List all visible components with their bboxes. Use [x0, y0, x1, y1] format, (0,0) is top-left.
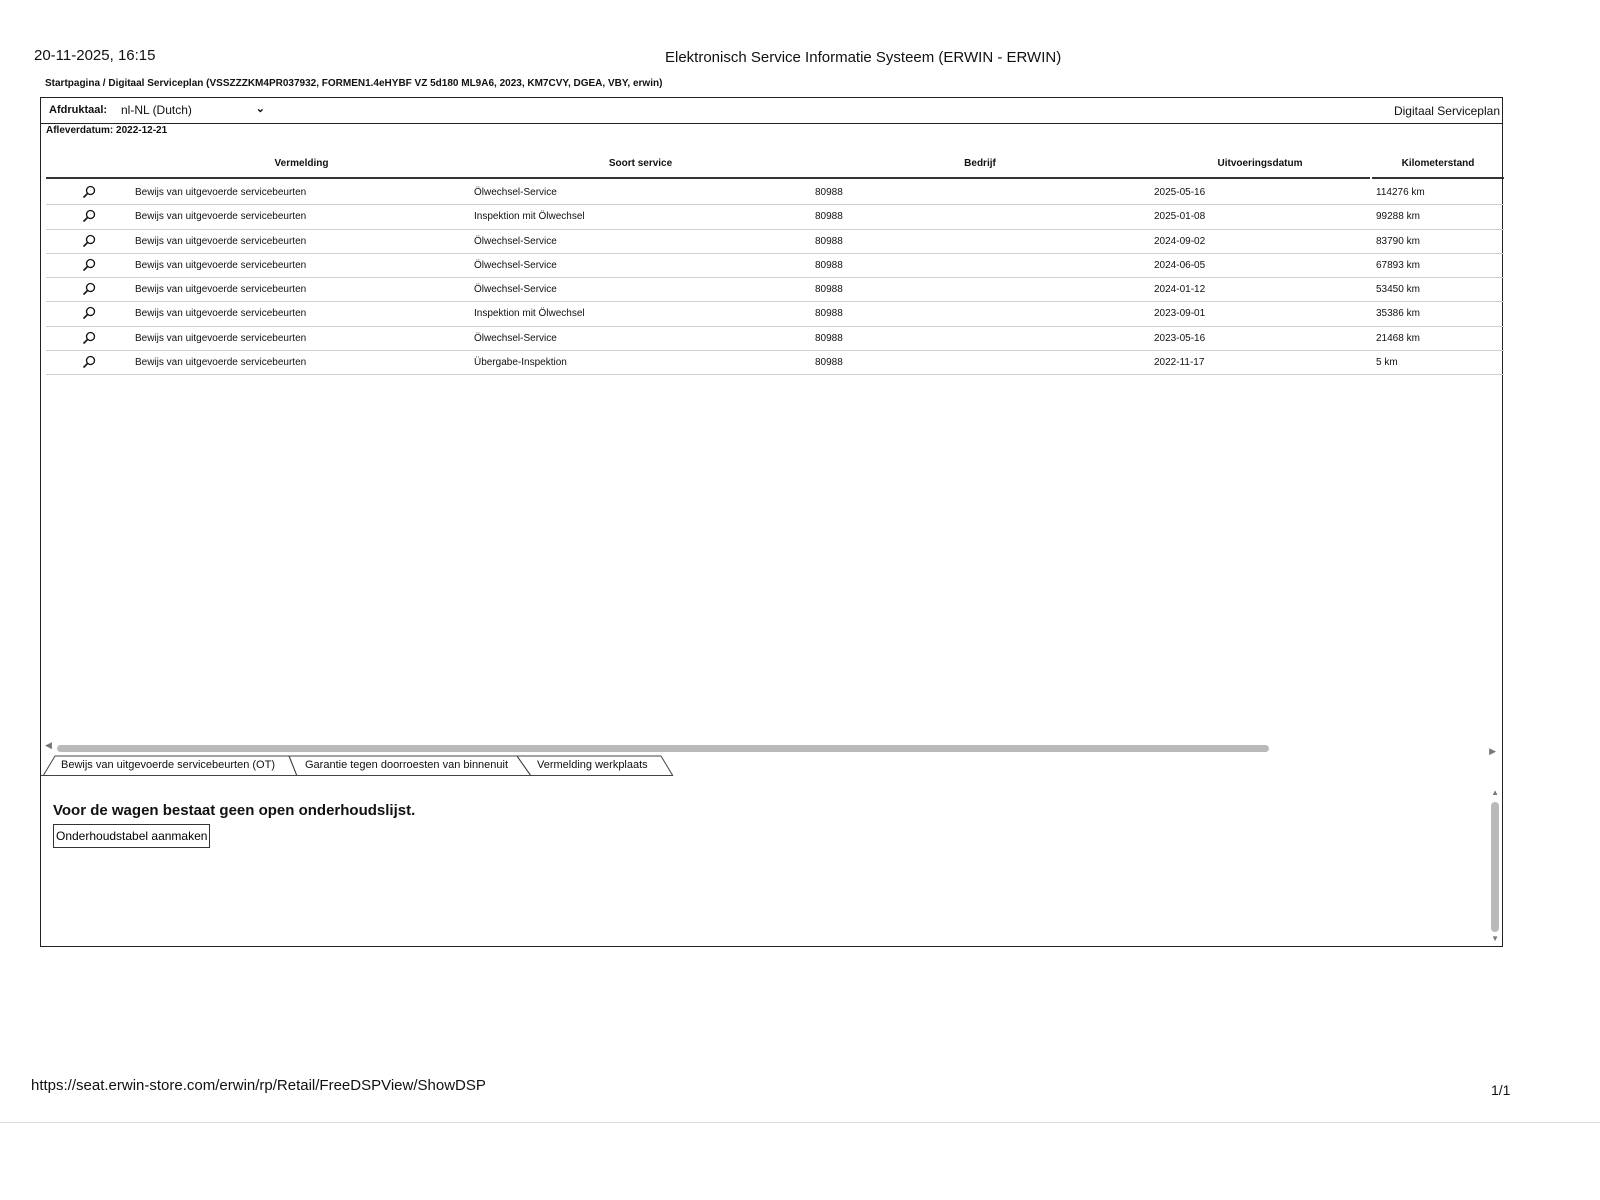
cell-bedrijf: 80988 [815, 259, 843, 271]
cell-soort-service: Inspektion mit Ölwechsel [474, 308, 585, 320]
cell-vermelding: Bewijs van uitgevoerde servicebeurten [135, 259, 307, 271]
cell-bedrijf: 80988 [815, 357, 843, 369]
table-header [46, 148, 1504, 181]
cell-soort-service: Ölwechsel-Service [474, 235, 557, 247]
scroll-left-icon[interactable]: ◀ [45, 740, 52, 750]
vertical-scrollbar[interactable] [1491, 802, 1499, 932]
table-row[interactable] [46, 302, 1504, 326]
cell-kilometerstand: 67893 km [1376, 259, 1420, 271]
cell-uitvoeringsdatum: 2025-01-08 [1154, 211, 1206, 223]
cell-uitvoeringsdatum: 2025-05-16 [1154, 187, 1206, 198]
page-url: https://seat.erwin-store.com/erwin/rp/Retail/FreeDSPView/ShowDSP [31, 1077, 486, 1094]
cell-uitvoeringsdatum: 2024-09-02 [1154, 235, 1206, 247]
cell-uitvoeringsdatum: 2023-09-01 [1154, 308, 1206, 320]
magnifier-icon[interactable] [82, 306, 96, 320]
cell-uitvoeringsdatum: 2022-11-17 [1154, 357, 1205, 369]
print-datetime: 20-11-2025, 16:15 [34, 47, 156, 64]
cell-kilometerstand: 5 km [1376, 357, 1398, 369]
cell-vermelding: Bewijs van uitgevoerde servicebeurten [135, 235, 307, 247]
table-row[interactable] [46, 205, 1504, 229]
magnifier-icon[interactable] [82, 331, 96, 345]
cell-bedrijf: 80988 [815, 284, 843, 296]
chevron-down-icon: ⌄ [255, 103, 265, 115]
cell-vermelding: Bewijs van uitgevoerde servicebeurten [135, 211, 307, 223]
horizontal-scrollbar[interactable] [57, 745, 1269, 752]
cell-bedrijf: 80988 [815, 235, 843, 247]
cell-kilometerstand: 99288 km [1376, 211, 1420, 223]
page-number: 1/1 [1491, 1082, 1511, 1098]
tab-baseline [41, 775, 673, 776]
cell-kilometerstand: 114276 km [1376, 187, 1425, 198]
cell-bedrijf: 80988 [815, 187, 843, 198]
magnifier-icon[interactable] [82, 185, 96, 199]
header-bedrijf[interactable]: Bedrijf [810, 148, 1150, 179]
cell-soort-service: Inspektion mit Ölwechsel [474, 211, 585, 223]
header-uitvoeringsdatum[interactable]: Uitvoeringsdatum [1150, 148, 1370, 179]
table-row[interactable] [46, 181, 1504, 205]
header-kilometerstand[interactable]: Kilometerstand [1372, 148, 1504, 179]
cell-vermelding: Bewijs van uitgevoerde servicebeurten [135, 308, 307, 320]
cell-soort-service: Ölwechsel-Service [474, 259, 557, 271]
tab-rust-warranty[interactable]: Garantie tegen doorroesten van binnenuit [305, 759, 509, 771]
cell-bedrijf: 80988 [815, 211, 843, 223]
tab-bar [41, 752, 681, 778]
print-title: Elektronisch Service Informatie Systeem (ERWIN - ERWIN) [665, 49, 1062, 66]
magnifier-icon[interactable] [82, 355, 96, 369]
cell-vermelding: Bewijs van uitgevoerde servicebeurten [135, 332, 307, 344]
print-language-select[interactable] [119, 102, 267, 119]
cell-vermelding: Bewijs van uitgevoerde servicebeurten [135, 357, 307, 369]
table-row[interactable] [46, 230, 1504, 254]
maintenance-notice: Voor de wagen bestaat geen open onderhoudslijst. [53, 802, 416, 819]
create-maintenance-table-button[interactable]: Onderhoudstabel aanmaken [53, 824, 210, 848]
toolbar [41, 98, 1502, 124]
table-body [46, 181, 1504, 375]
scroll-right-icon[interactable]: ▶ [1489, 746, 1496, 756]
header-vermelding[interactable]: Vermelding [132, 148, 471, 179]
print-language-value: nl-NL (Dutch) [121, 103, 192, 117]
breadcrumb[interactable]: Startpagina / Digitaal Serviceplan (VSSZZZKM4PR037932, FORMEN1.4eHYBF VZ 5d180 ML9A6, 2023, KM7CVY, DGEA, VBY, erwin) [45, 78, 663, 89]
header-icon-column [46, 148, 132, 179]
delivery-date: Afleverdatum: 2022-12-21 [46, 125, 168, 136]
table-row[interactable] [46, 278, 1504, 302]
cell-bedrijf: 80988 [815, 308, 843, 320]
cell-soort-service: Ölwechsel-Service [474, 332, 557, 344]
cell-uitvoeringsdatum: 2023-05-16 [1154, 332, 1206, 344]
scroll-down-icon[interactable]: ▼ [1491, 934, 1499, 943]
cell-kilometerstand: 21468 km [1376, 332, 1420, 344]
table-row[interactable] [46, 254, 1504, 278]
cell-bedrijf: 80988 [815, 332, 843, 344]
service-history-table [46, 148, 1504, 375]
cell-vermelding: Bewijs van uitgevoerde servicebeurten [135, 284, 307, 296]
magnifier-icon[interactable] [82, 234, 96, 248]
print-language-label: Afdruktaal: [49, 104, 108, 116]
cell-kilometerstand: 83790 km [1376, 235, 1420, 247]
tab-service-history[interactable]: Bewijs van uitgevoerde servicebeurten (OT) [61, 759, 275, 771]
service-plan-frame [40, 97, 1503, 947]
view-title: Digitaal Serviceplan [1393, 104, 1500, 118]
page-edge [0, 1122, 1600, 1123]
magnifier-icon[interactable] [82, 258, 96, 272]
magnifier-icon[interactable] [82, 282, 96, 296]
cell-uitvoeringsdatum: 2024-06-05 [1154, 259, 1206, 271]
table-row[interactable] [46, 327, 1504, 351]
cell-uitvoeringsdatum: 2024-01-12 [1154, 284, 1206, 296]
cell-soort-service: Übergabe-Inspektion [474, 357, 567, 369]
cell-soort-service: Ölwechsel-Service [474, 187, 557, 198]
table-row[interactable] [46, 351, 1504, 375]
magnifier-icon[interactable] [82, 209, 96, 223]
cell-kilometerstand: 35386 km [1376, 308, 1420, 320]
cell-soort-service: Ölwechsel-Service [474, 284, 557, 296]
cell-kilometerstand: 53450 km [1376, 284, 1420, 296]
header-soort-service[interactable]: Soort service [471, 148, 810, 179]
tab-workshop-entry[interactable]: Vermelding werkplaats [537, 759, 648, 771]
cell-vermelding: Bewijs van uitgevoerde servicebeurten [135, 187, 307, 198]
scroll-up-icon[interactable]: ▲ [1491, 788, 1499, 797]
